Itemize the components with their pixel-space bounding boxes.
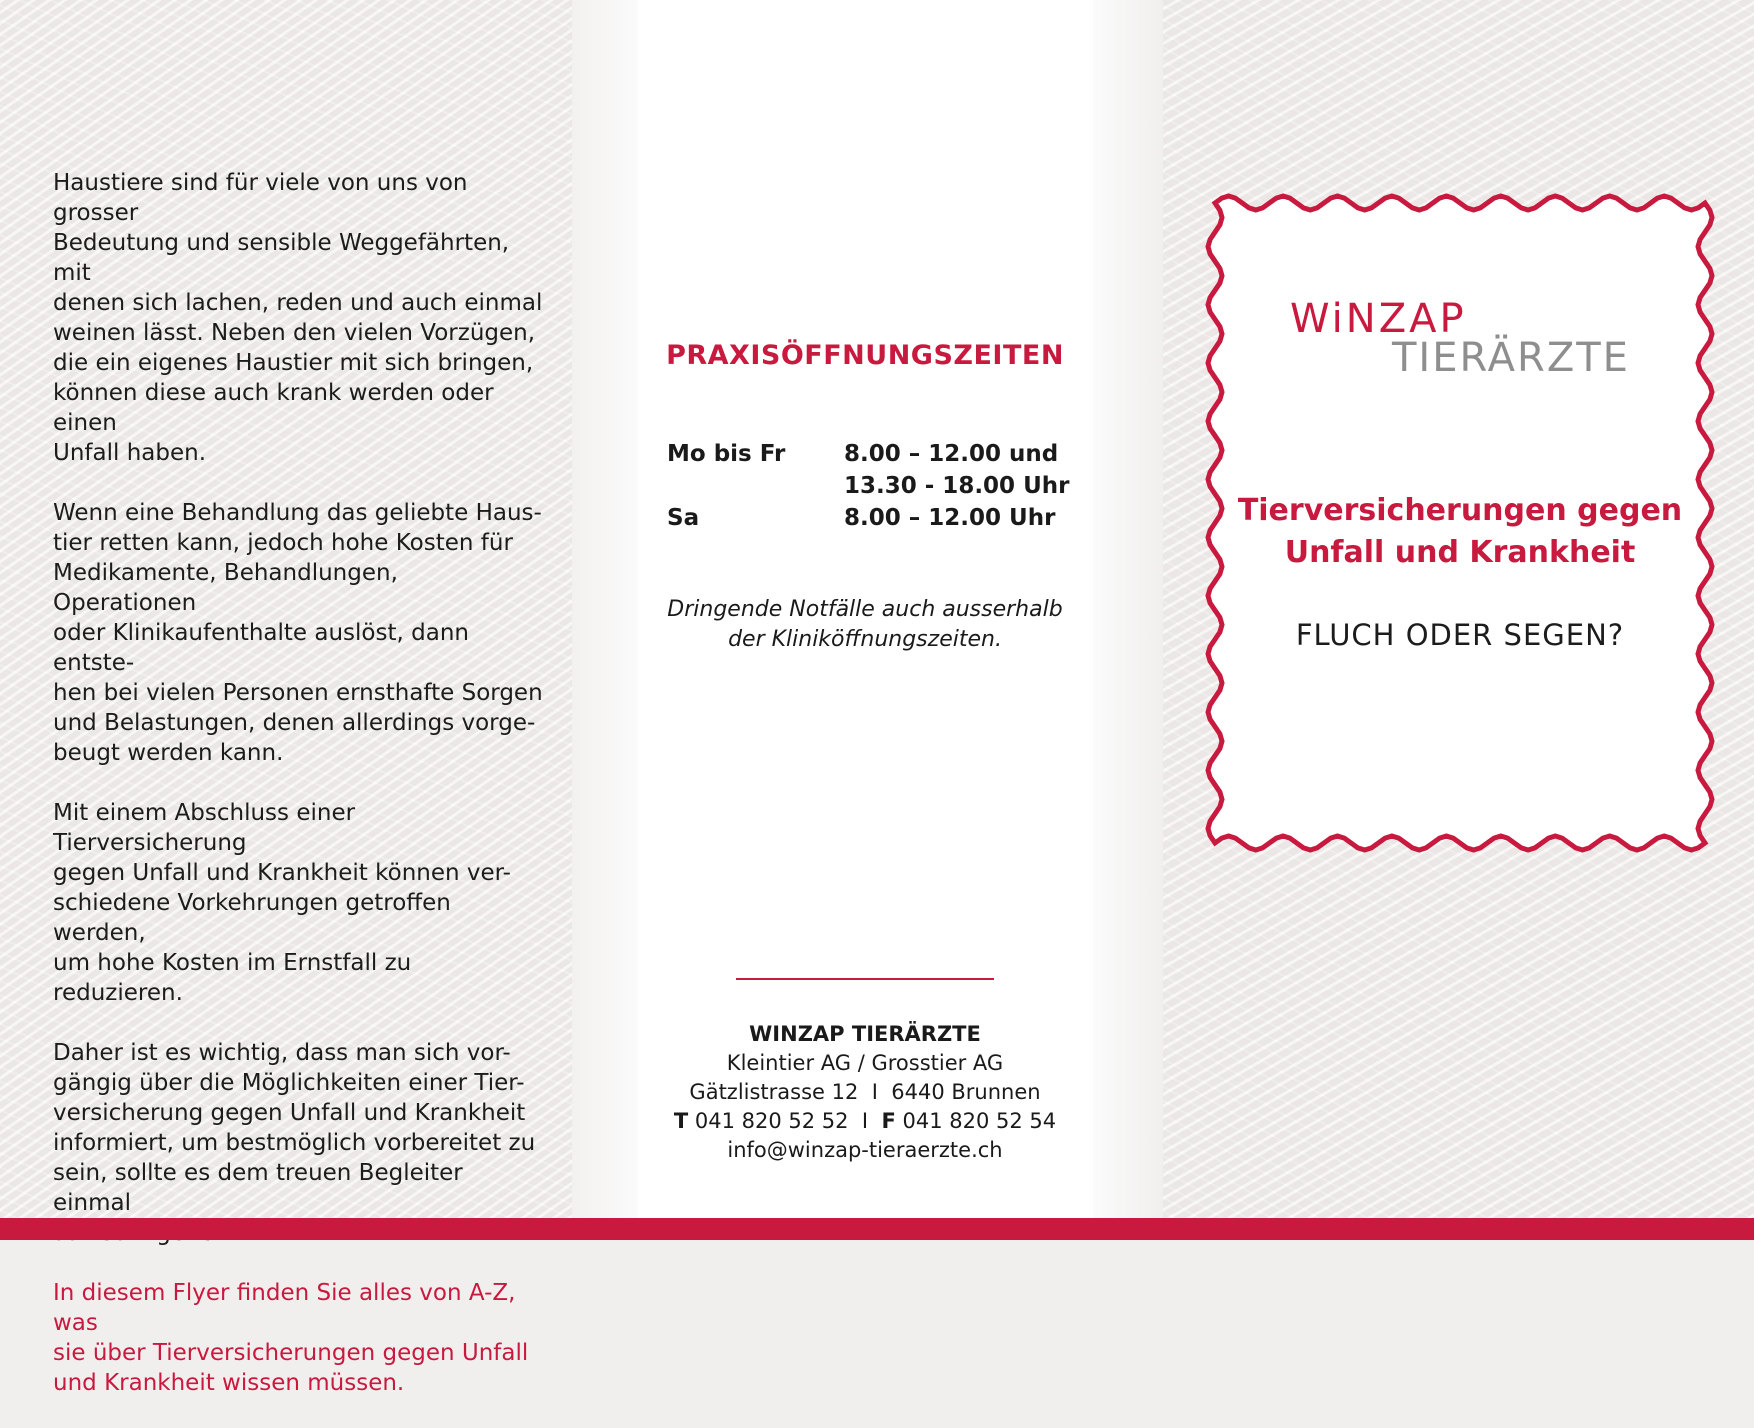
panel-fade: [572, 0, 638, 1240]
logo-winzap: WiNZAP: [1290, 296, 1467, 342]
opening-hours-title: PRAXISÖFFNUNGSZEITEN: [666, 340, 1064, 371]
panel-fade: [1093, 0, 1163, 1240]
fax-label: F: [881, 1109, 896, 1133]
emergency-note: Dringende Notfälle auch ausserhalb der Kliniköffnungszeiten.: [667, 597, 1063, 652]
cover-subtitle: FLUCH ODER SEGEN?: [1295, 618, 1625, 652]
cover-title: Tierversicherungen gegen Unfall und Krankheit: [1237, 493, 1683, 570]
bottom-accent-bar: [0, 1218, 1754, 1240]
hours-time: 8.00 – 12.00 und: [844, 441, 1059, 467]
hours-day: Sa: [667, 505, 700, 531]
contact-block: [640, 1020, 1090, 1165]
intro-paragraph: Haustiere sind für viele von uns von grosser Bedeutung und sensible Weggefährten, mit denen sich lachen, reden und auch einmal weinen lässt. Neben den vielen Vorzügen, die ein eigenes Haustier mit sich bringen, können diese auch krank werden oder einen Unfall haben.: [53, 170, 543, 466]
contact-address: Gätzlistrasse 12 I 6440 Brunnen: [689, 1080, 1041, 1104]
logo-tierarzte: TIERÄRZTE: [1392, 335, 1630, 381]
phone-number[interactable]: 041 820 52 52: [694, 1109, 849, 1133]
contact-company: Kleintier AG / Grosstier AG: [726, 1051, 1004, 1075]
intro-paragraph: Daher ist es wichtig, dass man sich vor- gängig über die Möglichkeiten einer Tier- versicherung gegen Unfall und Krankheit informiert, um bestmöglich vorbereitet zu sein, sollte es dem treuen Begleiter einmal: [53, 1040, 536, 1216]
hours-time: 13.30 - 18.00 Uhr: [844, 473, 1070, 499]
contact-phone-fax: [640, 1107, 1090, 1136]
phone-label: T: [673, 1109, 689, 1133]
intro-paragraph: Wenn eine Behandlung das geliebte Haus- tier retten kann, jedoch hohe Kosten für Medikamente, Behandlungen, Operationen oder Klinikaufenthalte auslöst, dann entste- hen bei vielen Personen ernsthafte Sorgen und Belastungen, denen allerdings vorge- beugt werden kann.: [53, 500, 543, 766]
fax-number: 041 820 52 54: [902, 1109, 1057, 1133]
hours-time: 8.00 – 12.00 Uhr: [844, 505, 1056, 531]
intro-paragraph: Mit einem Abschluss einer Tierversicherung gegen Unfall und Krankheit können ver- schiedene Vorkehrungen getroffen werden, um hohe Kosten im Ernstfall zu reduzieren.: [53, 800, 511, 1006]
contact-email[interactable]: info@winzap-tieraerzte.ch: [727, 1138, 1003, 1162]
contact-name: WINZAP TIERÄRZTE: [749, 1022, 981, 1046]
hours-day: Mo bis Fr: [667, 441, 786, 467]
intro-closing: In diesem Flyer finden Sie alles von A-Z, was sie über Tierversicherungen gegen Unfall und Krankheit wissen müssen.: [53, 1280, 529, 1396]
separator: I: [861, 1109, 869, 1133]
divider: [736, 978, 994, 980]
